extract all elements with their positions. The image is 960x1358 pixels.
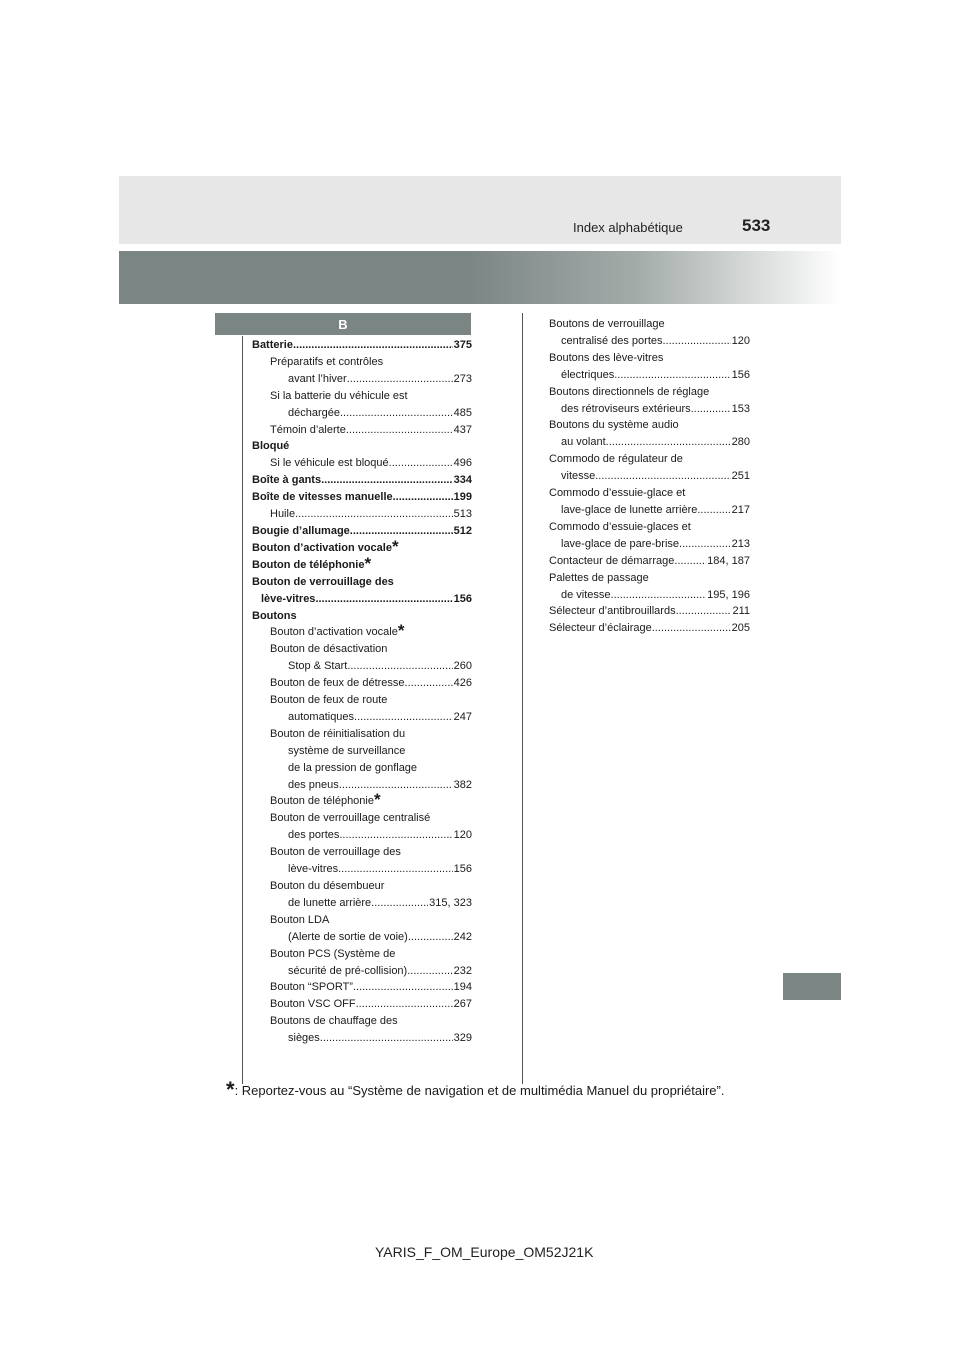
index-entry-page: 251 [731,470,750,483]
index-entry-term: sécurité de pré-collision) [288,964,408,977]
dot-leader [321,472,453,489]
index-entry-term: Si la batterie du véhicule est [270,389,408,402]
footnote-marker: * [226,1077,235,1102]
index-entry-term: de lunette arrière [288,896,372,909]
footnote-text: : Reportez-vous au “Système de navigation et de multimédia Manuel du propriétaire”. [234,1083,725,1098]
dot-leader [405,675,453,692]
index-entry-page: 273 [453,372,472,385]
index-entry-term: Commodo de régulateur de [549,453,683,466]
index-entry-term: vitesse [561,470,596,483]
index-entry-term: des portes [288,829,340,842]
index-entry-term: lave-glace de pare-brise [561,537,680,550]
index-entry-term: Stop & Start [288,660,348,673]
index-entry [252,827,472,844]
index-entry [252,692,472,709]
index-entry-page: 184, 187 [707,554,750,567]
index-column-right [549,316,750,637]
index-entry-page: 156 [731,368,750,381]
index-entry-page: 217 [731,503,750,516]
index-entry [549,603,750,620]
index-entry [549,367,750,384]
index-entry-term: Contacteur de démarrage [549,554,675,567]
dot-leader [595,468,730,485]
index-entry [549,401,750,418]
document-code: YARIS_F_OM_Europe_OM52J21K [375,1244,594,1260]
dot-leader [371,895,428,912]
index-entry [252,388,472,405]
index-entry [252,946,472,963]
index-entry-term: Bouton de feux de route [270,694,388,707]
index-entry [252,760,472,777]
index-entry [549,350,750,367]
index-entry [549,519,750,536]
index-entry-page: 232 [453,964,472,977]
index-entry-term: Batterie [252,339,293,351]
index-entry-term: automatiques [288,710,355,723]
index-entry [549,620,750,637]
chapter-tab [783,973,841,1000]
index-entry [252,963,472,980]
index-entry [549,587,750,604]
dot-leader [611,587,707,604]
index-entry-page: 120 [731,334,750,347]
index-entry-term: Bloqué [252,440,290,453]
dot-leader [408,929,453,946]
dot-leader [346,422,453,439]
index-entry [549,316,750,333]
index-entry-term: Boutons de verrouillage [549,318,665,330]
index-entry [549,333,750,350]
index-entry-term: (Alerte de sortie de voie) [288,930,408,943]
dot-leader [614,367,730,384]
index-entry-term: Bouton de réinitialisation du [270,727,406,740]
index-entry [549,451,750,468]
index-entry-page: 205 [731,622,750,635]
index-entry-term: Bouton de feux de détresse [270,677,405,690]
index-entry-page: 280 [731,436,750,449]
dot-leader [315,591,452,608]
index-entry [252,709,472,726]
index-entry-term: Bouton de téléphonie* [252,553,372,573]
index-entry-term: Boutons du système audio [549,419,679,432]
index-entry [252,574,472,591]
index-entry-page: 512 [453,524,472,537]
index-entry [252,675,472,692]
index-entry [252,591,472,608]
index-entry-term: au volant [561,436,606,449]
index-entry-term: Bougie d’allumage [252,524,350,537]
index-entry-term: Bouton du désembueur [270,880,385,892]
index-entry-term: des rétroviseurs extérieurs [561,402,691,415]
dot-leader [293,337,453,354]
footnote-reference-marker: * [373,790,381,810]
index-entry-page: 247 [453,710,472,723]
dot-leader [389,455,453,472]
index-entry-term: Bouton de désactivation [270,643,388,656]
index-entry-page: 156 [453,863,472,876]
index-entry-term: Si le véhicule est bloqué [270,457,389,470]
index-entry [252,506,472,523]
index-entry-term: lève-vitres [288,863,339,876]
index-entry [252,878,472,895]
dot-leader [320,1030,453,1047]
index-entry [252,844,472,861]
dot-leader [340,405,453,422]
dot-leader [356,996,453,1013]
column-divider-left [242,336,243,1084]
index-entry-term: Boutons de chauffage des [270,1015,398,1028]
index-entry [252,536,472,557]
index-entry [549,468,750,485]
index-entry-page: 513 [453,508,472,521]
index-entry-term: Témoin d’alerte [270,423,346,436]
index-entry [252,354,472,371]
index-entry-page: 334 [453,474,472,487]
index-entry [549,502,750,519]
index-entry-term: Bouton LDA [270,913,330,926]
section-title: Index alphabétique [573,220,683,235]
index-entry-term: Boutons directionnels de réglage [549,385,710,398]
index-entry-term: Huile [270,508,296,521]
index-entry-term: Bouton de verrouillage des [252,575,394,588]
index-entry-term: lève-vitres [261,592,316,605]
index-column-left [252,337,472,1047]
index-entry-term: système de surveillance [288,744,406,757]
index-entry [252,777,472,794]
dot-leader [353,979,453,996]
dot-leader [338,861,453,878]
index-entry [252,1030,472,1047]
footnote-reference-marker: * [391,536,399,556]
index-entry-page: 485 [453,406,472,419]
index-entry-term: Palettes de passage [549,571,649,584]
column-divider-right [522,313,523,1084]
index-entry-page: 375 [453,339,472,351]
index-entry-term: Boutons [252,609,297,622]
index-entry-page: 496 [453,457,472,470]
index-entry-page: 194 [453,981,472,994]
index-entry-page: 195, 196 [707,588,750,601]
index-entry [252,553,472,574]
dot-leader [339,827,452,844]
index-entry-term: lave-glace de lunette arrière [561,503,698,516]
index-entry [252,641,472,658]
index-entry [252,523,472,540]
footnote-reference-marker: * [397,621,405,641]
index-entry-term: électriques [561,368,615,381]
index-entry [549,384,750,401]
index-entry [252,337,472,354]
index-entry-term: Sélecteur d’antibrouillards [549,605,676,618]
index-entry [549,536,750,553]
index-entry [252,438,472,455]
index-entry-page: 156 [453,592,472,605]
footnote-reference-marker: * [364,553,372,573]
gradient-band [119,251,841,304]
index-entry-term: Bouton de verrouillage centralisé [270,812,431,825]
index-entry [252,861,472,878]
index-entry-page: 260 [453,660,472,673]
index-entry-term: des pneus [288,778,339,791]
index-entry-term: Sélecteur d’éclairage [549,622,652,635]
index-entry-term: Bouton “SPORT” [270,981,353,994]
index-entry-term: Boutons des lève-vitres [549,351,664,364]
index-entry-term: de la pression de gonflage [288,761,418,774]
index-entry-term: centralisé des portes [561,334,663,347]
index-entry [252,405,472,422]
index-entry [252,658,472,675]
index-entry [252,455,472,472]
index-entry-term: de vitesse [561,588,611,601]
dot-leader [652,620,731,637]
dot-leader [674,553,706,570]
dot-leader [676,603,732,620]
index-entry-term: déchargée [288,406,340,419]
dot-leader [663,333,731,350]
index-entry-term: sièges [288,1032,320,1045]
index-entry [252,608,472,625]
index-entry [549,570,750,587]
index-entry [252,912,472,929]
index-entry [252,726,472,743]
index-entry-term: Bouton de téléphonie* [270,790,381,810]
index-entry [252,996,472,1013]
index-entry-page: 315, 323 [429,896,472,909]
dot-leader [354,709,453,726]
index-entry-page: 382 [453,778,472,791]
index-entry-term: Bouton PCS (Système de [270,947,396,960]
index-entry-term: Bouton VSC OFF [270,998,356,1011]
index-entry-page: 120 [453,829,472,842]
dot-leader [350,523,453,540]
index-entry-term: Commodo d’essuie-glace et [549,487,686,500]
dot-leader [697,502,730,519]
index-entry [252,743,472,760]
index-entry-page: 213 [731,537,750,550]
index-entry-term: Bouton d’activation vocale* [252,536,399,556]
header-bar [119,176,841,244]
index-entry [252,895,472,912]
section-letter-heading: B [215,313,471,335]
index-entry-page: 329 [453,1032,472,1045]
index-entry-page: 426 [453,677,472,690]
index-entry-page: 199 [453,491,472,504]
index-entry [252,422,472,439]
index-entry [252,790,472,810]
dot-leader [339,777,453,794]
dot-leader [407,963,452,980]
index-entry [252,489,472,506]
dot-leader [691,401,731,418]
index-entry [549,434,750,451]
index-entry [252,371,472,388]
index-entry [549,553,750,570]
index-entry-page: 267 [453,998,472,1011]
index-entry [252,929,472,946]
index-entry-page: 437 [453,423,472,436]
index-entry-term: Bouton d’activation vocale* [270,621,405,641]
index-entry-page: 242 [453,930,472,943]
index-entry-term: Préparatifs et contrôles [270,355,384,368]
footnote [226,1077,725,1102]
index-entry [252,1013,472,1030]
index-entry [252,979,472,996]
dot-leader [393,489,453,506]
dot-leader [679,536,731,553]
index-entry-term: Boîte de vitesses manuelle [252,491,393,504]
index-entry [252,472,472,489]
index-entry-page: 153 [731,402,750,415]
dot-leader [347,658,452,675]
index-entry-term: avant l’hiver [288,372,347,385]
index-entry [549,417,750,434]
index-entry-term: Boîte à gants [252,474,322,487]
index-entry [252,621,472,641]
index-entry-page: 211 [732,605,750,618]
index-entry [252,810,472,827]
index-entry-term: Commodo d’essuie-glaces et [549,520,691,533]
dot-leader [347,371,453,388]
dot-leader [606,434,731,451]
index-entry-term: Bouton de verrouillage des [270,846,401,859]
index-entry [549,485,750,502]
dot-leader [295,506,453,523]
page-number: 533 [742,216,771,235]
